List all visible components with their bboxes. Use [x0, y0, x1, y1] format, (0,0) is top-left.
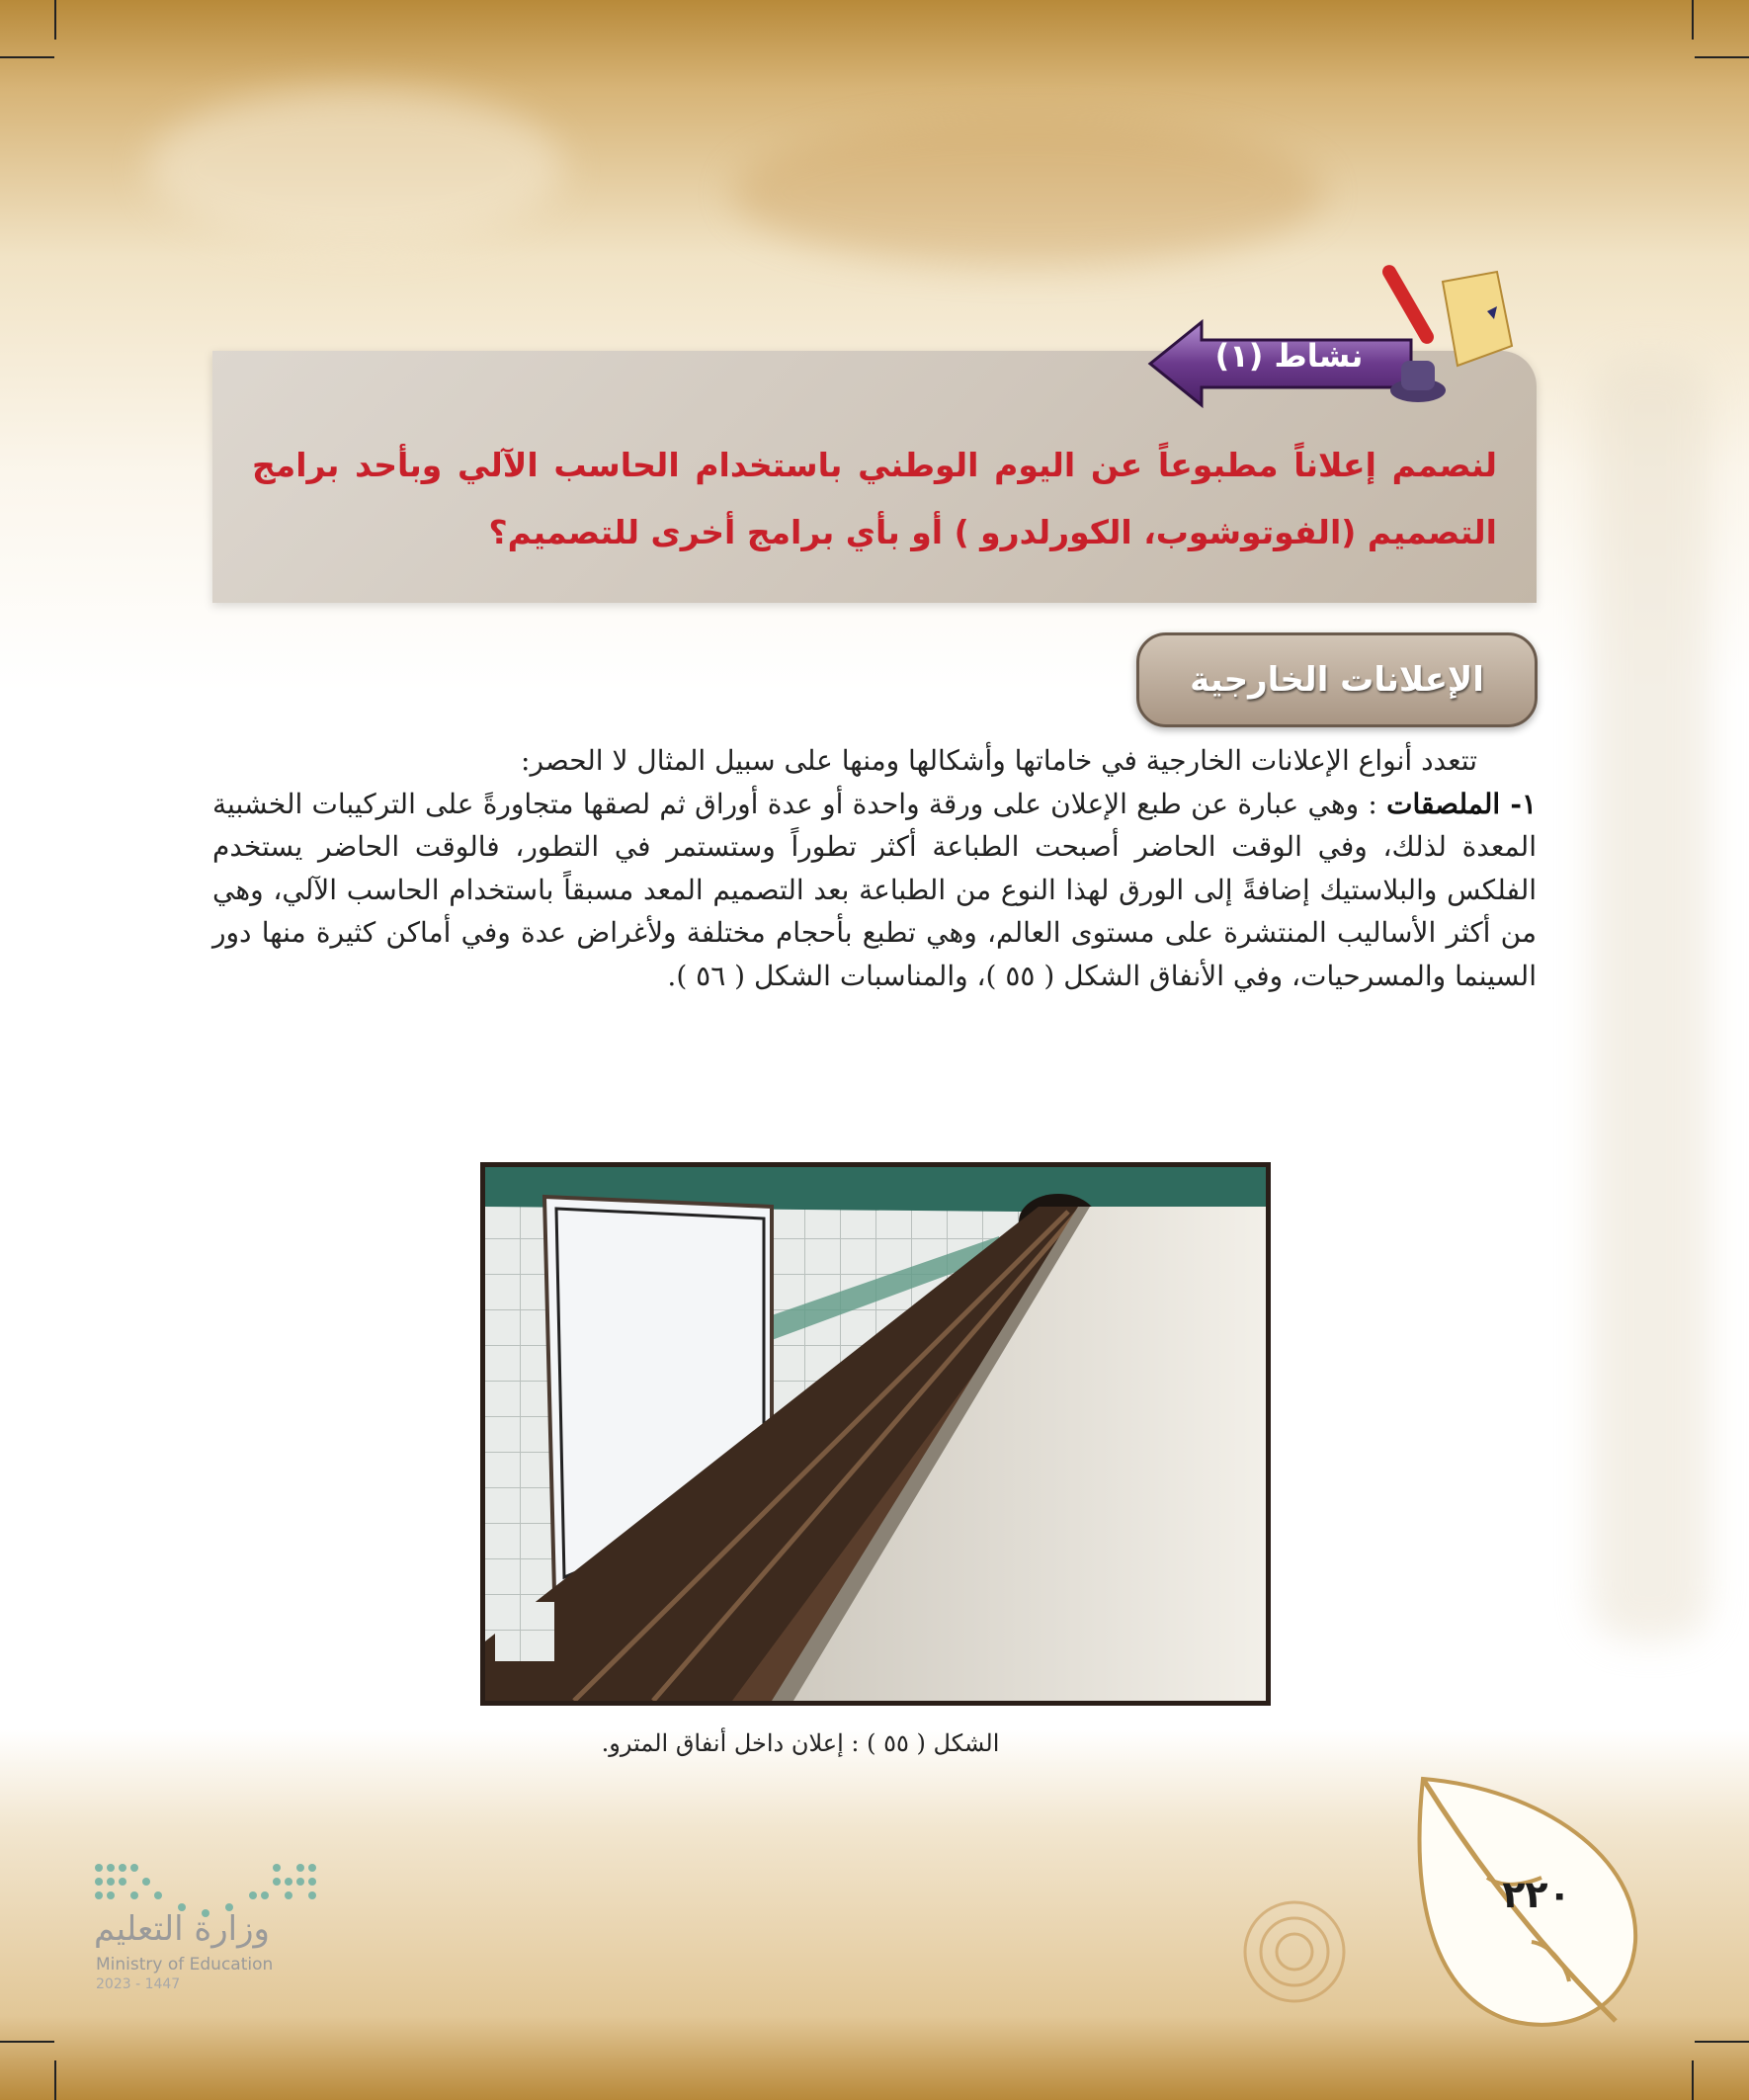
- item-text: : وهي عبارة عن طبع الإعلان على ورقة واحدة أو عدة أوراق ثم لصقها متجاورةً على التركيبات الخشبية المعدة لذلك، وفي الوقت الحاضر أصبحت الطباعة أكثر تطوراً وستستمر في التطور، فالوقت الحاضر يستخدم الفلكس والبلاستيك إضافةً إلى الورق لهذا النوع من الطباعة بعد التصميم المعد مسبقاً باستخدام الحاسب الآلي، وهي من أكثر الأساليب المنتشرة على مستوى العالم، وهي تطبع بأحجام مختلفة ولأغراض عدة وفي أماكن كثيرة منها دور السينما والمسرحيات، وفي الأنفاق الشكل ( ٥٥ )، والمناسبات الشكل ( ٥٦ ).: [212, 787, 1537, 992]
- crop-mark: [54, 2060, 56, 2100]
- figure-subway-tunnel: [480, 1162, 1271, 1706]
- intro-paragraph: تتعدد أنواع الإعلانات الخارجية في خاماتها وأشكالها ومنها على سبيل المثال لا الحصر:: [521, 744, 1477, 777]
- item-number: ١-: [1500, 787, 1538, 820]
- ministry-name-arabic: وزارة التعليم: [94, 1909, 270, 1949]
- section-title: الإعلانات الخارجية: [1190, 660, 1484, 700]
- activity-text: لنصمم إعلاناً مطبوعاً عن اليوم الوطني باستخدام الحاسب الآلي وبأحد برامج التصميم (الفوتوشوب، الكورلدرو ) أو بأي برامج أخرى للتصميم؟: [252, 446, 1497, 551]
- crop-mark: [1695, 2041, 1749, 2043]
- background-decoration: [731, 119, 1324, 267]
- crop-mark: [54, 0, 56, 40]
- ministry-year: 2023 - 1447: [96, 1976, 181, 1992]
- ministry-name-english: Ministry of Education: [96, 1955, 274, 1974]
- section-header: [1136, 632, 1538, 727]
- crop-mark: [1692, 2060, 1694, 2100]
- ministry-logo-icon: [89, 1823, 326, 1972]
- sun-ornament-icon: [1235, 1892, 1354, 2011]
- crop-mark: [1695, 56, 1749, 58]
- background-decoration: [1591, 356, 1709, 1640]
- figure-caption: الشكل ( ٥٥ ) : إعلان داخل أنفاق المترو.: [601, 1729, 1000, 1757]
- pen-inkwell-icon: [1374, 252, 1522, 410]
- item-term: الملصقات: [1386, 787, 1501, 820]
- crop-mark: [0, 2041, 54, 2043]
- activity-tag-label: نشاط (١): [1214, 337, 1364, 375]
- body-text: [212, 739, 1537, 997]
- crop-mark: [1692, 0, 1694, 40]
- page-number: ٢٢٠: [1502, 1873, 1571, 1916]
- background-decoration: [148, 89, 563, 247]
- subway-photo: [485, 1167, 1266, 1701]
- crop-mark: [0, 56, 54, 58]
